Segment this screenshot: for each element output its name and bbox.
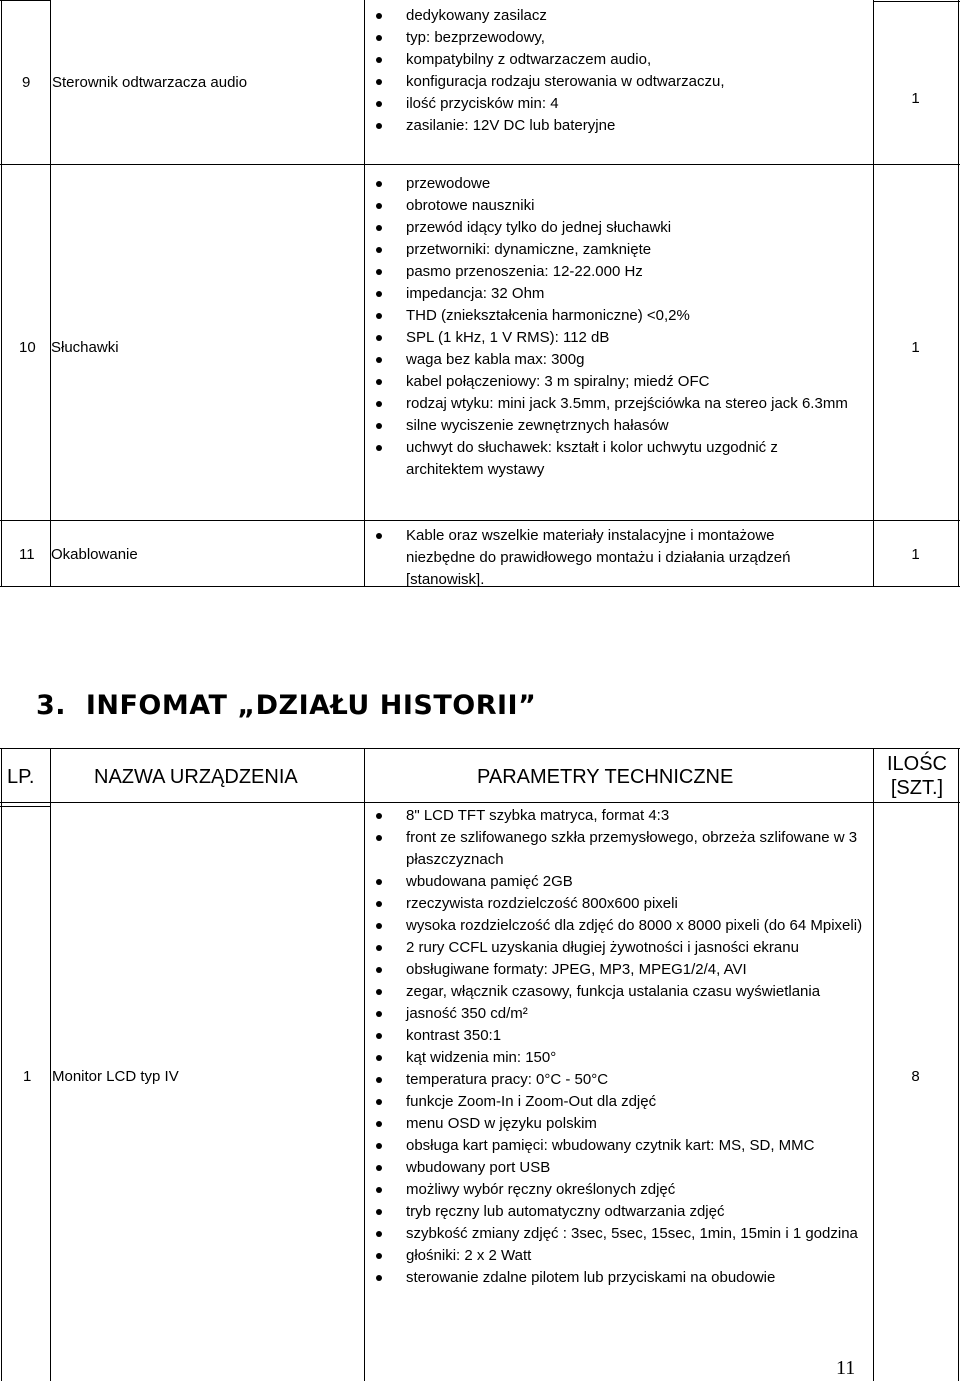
param-item: konfiguracja rodzaju sterowania w odtwarzaczu, [372,71,867,93]
row-qty: 1 [911,339,920,356]
param-item: pasmo przenoszenia: 12-22.000 Hz [372,261,850,283]
row-lp: 1 [23,1067,32,1085]
table-border [364,0,365,587]
param-item: przewodowe [372,173,850,195]
param-item: funkcje Zoom-In i Zoom-Out dla zdjęć [372,1091,872,1113]
param-item: głośniki: 2 x 2 Watt [372,1245,872,1267]
param-item: obsługa kart pamięci: wbudowany czytnik kart: MS, SD, MMC [372,1135,872,1157]
params-list [372,173,850,481]
header-qty: ILOŚC [SZT.] [886,753,948,799]
param-item: THD (zniekształcenia harmoniczne) <0,2% [372,305,850,327]
page-number: 11 [836,1357,856,1379]
row-name: Okablowanie [51,545,138,563]
params-list [372,805,872,1289]
param-item: impedancja: 32 Ohm [372,283,850,305]
table-border [0,164,960,165]
param-item: obsługiwane formaty: JPEG, MP3, MPEG1/2/4, AVI [372,959,872,981]
param-item: typ: bezprzewodowy, [372,27,867,49]
param-item: wbudowana pamięć 2GB [372,871,872,893]
param-item: dedykowany zasilacz [372,5,867,27]
table-border [1,0,2,587]
param-item: silne wyciszenie zewnętrznych hałasów [372,415,850,437]
param-item: możliwy wybór ręczny określonych zdjęć [372,1179,872,1201]
row-name: Słuchawki [51,339,119,356]
row-params [372,173,850,481]
row-lp: 11 [19,545,35,563]
row-qty: 8 [911,1067,920,1085]
param-item: waga bez kabla max: 300g [372,349,850,371]
header-name: NAZWA URZĄDZENIA [94,766,298,788]
param-item: wysoka rozdzielczość dla zdjęć do 8000 x 8000 pixeli (do 64 Mpixeli) [372,915,872,937]
param-item: jasność 350 cd/m² [372,1003,872,1025]
row-lp: 10 [19,339,36,356]
row-lp: 9 [22,73,31,91]
row-params [372,5,867,137]
row-params [372,805,872,1289]
param-item: wbudowany port USB [372,1157,872,1179]
param-item: kompatybilny z odtwarzaczem audio, [372,49,867,71]
section-title: 3. INFOMAT „DZIAŁU HISTORII” [36,690,537,721]
table-border [1,748,2,1381]
param-item: kontrast 350:1 [372,1025,872,1047]
param-item: zasilanie: 12V DC lub bateryjne [372,115,867,137]
row-params [372,525,847,591]
param-item: tryb ręczny lub automatyczny odtwarzania zdjęć [372,1201,872,1223]
param-item: menu OSD w języku polskim [372,1113,872,1135]
param-item: kabel połączeniowy: 3 m spiralny; miedź OFC [372,371,850,393]
param-item: szybkość zmiany zdjęć : 3sec, 5sec, 15sec, 1min, 15min i 1 godzina [372,1223,872,1245]
row-name: Monitor LCD typ IV [52,1067,179,1085]
param-item: przetworniki: dynamiczne, zamknięte [372,239,850,261]
param-item: uchwyt do słuchawek: kształt i kolor uchwytu uzgodnić z architektem wystawy [372,437,850,481]
table-border [958,0,959,587]
param-item: rzeczywista rozdzielczość 800x600 pixeli [372,893,872,915]
param-item: rodzaj wtyku: mini jack 3.5mm, przejściówka na stereo jack 6.3mm [372,393,850,415]
table-border [0,520,960,521]
table-border [50,748,51,1381]
row-name: Sterownik odtwarzacza audio [52,73,248,91]
table-border [364,748,365,1381]
row-qty: 1 [911,89,920,107]
params-list [372,525,847,591]
table-border [958,748,959,1381]
param-item: Kable oraz wszelkie materiały instalacyjne i montażowe niezbędne do prawidłowego montażu i działania urządzeń [stanowisk]. [372,525,847,591]
param-item: zegar, włącznik czasowy, funkcja ustalania czasu wyświetlania [372,981,872,1003]
param-item: front ze szlifowanego szkła przemysłowego, obrzeża szlifowane w 3 płaszczyznach [372,827,872,871]
param-item: sterowanie zdalne pilotem lub przyciskami na obudowie [372,1267,872,1289]
table-border [0,748,960,749]
param-item: temperatura pracy: 0°C - 50°C [372,1069,872,1091]
param-item: obrotowe nauszniki [372,195,850,217]
param-item: 8" LCD TFT szybka matryca, format 4:3 [372,805,872,827]
param-item: SPL (1 kHz, 1 V RMS): 112 dB [372,327,850,349]
header-lp: LP. [7,766,35,788]
param-item: przewód idący tylko do jednej słuchawki [372,217,850,239]
param-item: ilość przycisków min: 4 [372,93,867,115]
param-item: 2 rury CCFL uzyskania długiej żywotności i jasności ekranu [372,937,872,959]
row-qty: 1 [911,545,920,563]
header-params: PARAMETRY TECHNICZNE [477,766,734,788]
param-item: kąt widzenia min: 150° [372,1047,872,1069]
params-list [372,5,867,137]
